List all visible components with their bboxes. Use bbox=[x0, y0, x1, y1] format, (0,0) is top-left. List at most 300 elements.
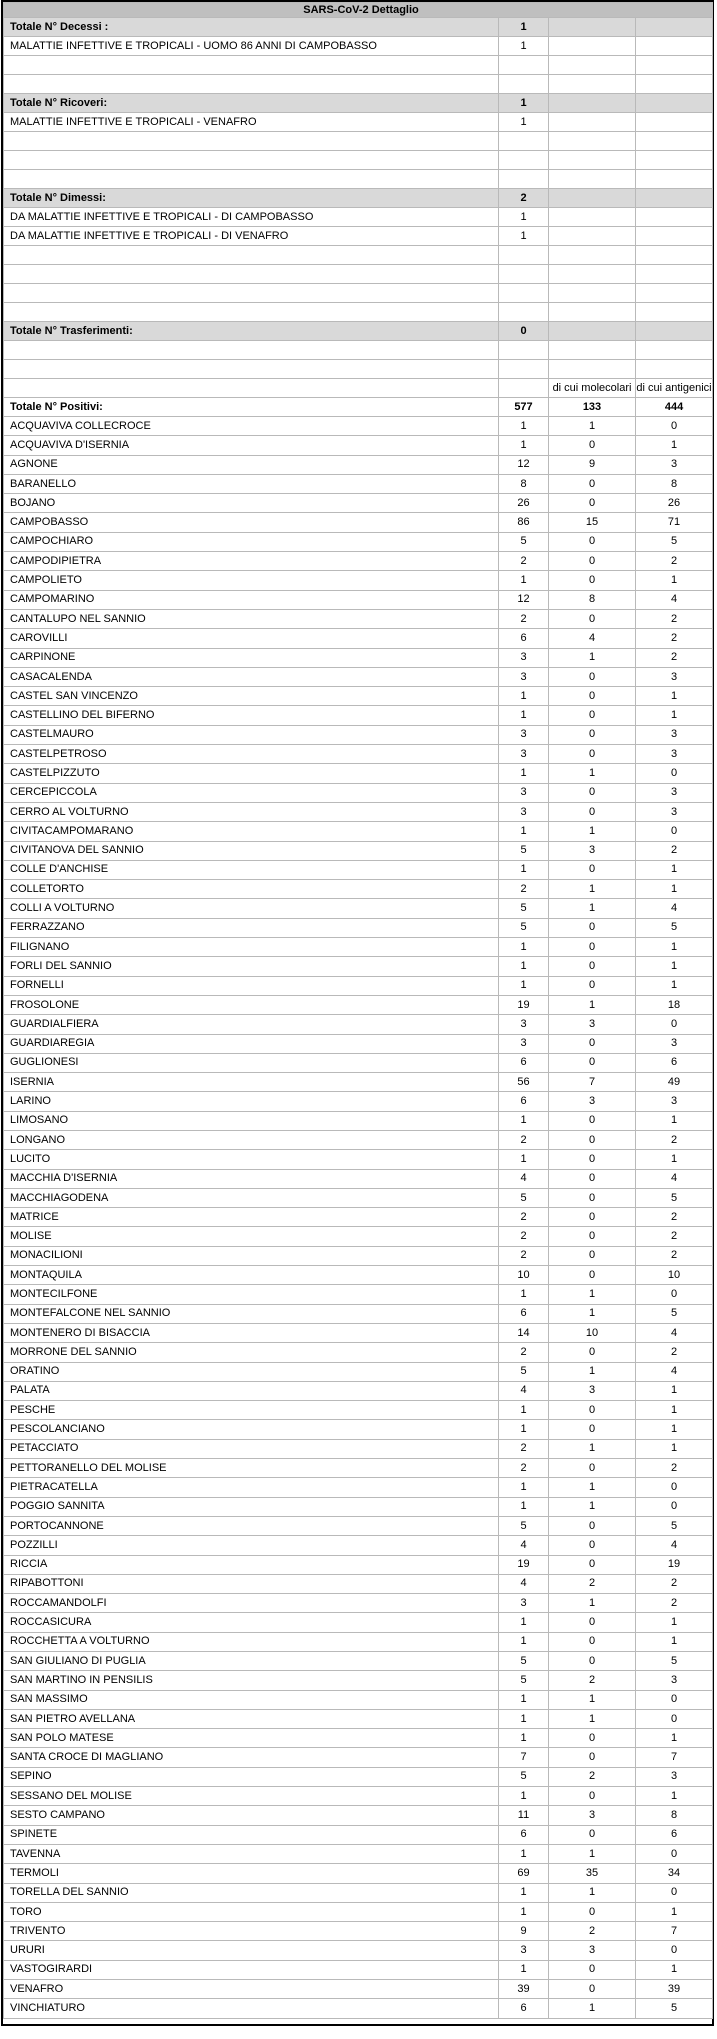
comune-row bbox=[4, 1073, 713, 1092]
comune-antigenici: 8 bbox=[636, 1806, 713, 1825]
comune-row bbox=[4, 1536, 713, 1555]
comune-antigenici: 2 bbox=[636, 1227, 713, 1246]
comune-row bbox=[4, 1343, 713, 1362]
comune-antigenici: 0 bbox=[636, 1015, 713, 1034]
comune-molecolari: 15 bbox=[549, 513, 636, 532]
comune-name: CIVITACAMPOMARANO bbox=[4, 822, 499, 841]
empty-row bbox=[4, 151, 713, 170]
comune-row bbox=[4, 494, 713, 513]
comune-antigenici: 2 bbox=[636, 1130, 713, 1149]
comune-molecolari: 3 bbox=[549, 841, 636, 860]
comune-molecolari: 0 bbox=[549, 1208, 636, 1227]
comune-total: 1 bbox=[499, 706, 549, 725]
comune-row bbox=[4, 938, 713, 957]
comune-antigenici: 3 bbox=[636, 1092, 713, 1111]
positivi-total-row bbox=[4, 398, 713, 417]
comune-molecolari: 1 bbox=[549, 1844, 636, 1863]
comune-name: MONTENERO DI BISACCIA bbox=[4, 1323, 499, 1342]
dimessi-item-name: DA MALATTIE INFETTIVE E TROPICALI - DI VENAFRO bbox=[4, 227, 499, 246]
comune-molecolari: 0 bbox=[549, 938, 636, 957]
comune-row bbox=[4, 609, 713, 628]
comune-molecolari: 0 bbox=[549, 1960, 636, 1979]
comune-total: 2 bbox=[499, 1208, 549, 1227]
comune-antigenici: 39 bbox=[636, 1980, 713, 1999]
comune-total: 6 bbox=[499, 629, 549, 648]
comune-row bbox=[4, 1130, 713, 1149]
comune-row bbox=[4, 822, 713, 841]
comune-total: 6 bbox=[499, 1304, 549, 1323]
comune-total: 6 bbox=[499, 1053, 549, 1072]
decessi-total: 1 bbox=[499, 18, 549, 37]
comune-molecolari: 1 bbox=[549, 880, 636, 899]
ricoveri-item-row bbox=[4, 113, 713, 132]
comune-total: 5 bbox=[499, 1671, 549, 1690]
comune-row bbox=[4, 1690, 713, 1709]
comune-name: PESCOLANCIANO bbox=[4, 1420, 499, 1439]
comune-molecolari: 0 bbox=[549, 1169, 636, 1188]
comune-antigenici: 1 bbox=[636, 1150, 713, 1169]
comune-name: ORATINO bbox=[4, 1362, 499, 1381]
ricoveri-total: 1 bbox=[499, 94, 549, 113]
comune-molecolari: 3 bbox=[549, 1015, 636, 1034]
comune-total: 5 bbox=[499, 1516, 549, 1535]
detail-table-body bbox=[4, 3, 713, 2019]
comune-total: 14 bbox=[499, 1323, 549, 1342]
comune-molecolari: 0 bbox=[549, 1111, 636, 1130]
comune-row bbox=[4, 1825, 713, 1844]
comune-antigenici: 3 bbox=[636, 725, 713, 744]
comune-name: SAN PIETRO AVELLANA bbox=[4, 1709, 499, 1728]
comune-row bbox=[4, 1323, 713, 1342]
comune-total: 1 bbox=[499, 571, 549, 590]
comune-antigenici: 0 bbox=[636, 1883, 713, 1902]
comune-antigenici: 5 bbox=[636, 1652, 713, 1671]
comune-total: 1 bbox=[499, 417, 549, 436]
comune-row bbox=[4, 629, 713, 648]
comune-total: 5 bbox=[499, 1188, 549, 1207]
dimessi-item-row bbox=[4, 227, 713, 246]
comune-molecolari: 0 bbox=[549, 1825, 636, 1844]
comune-total: 1 bbox=[499, 1111, 549, 1130]
comune-row bbox=[4, 1652, 713, 1671]
comune-row bbox=[4, 1555, 713, 1574]
comune-antigenici: 2 bbox=[636, 629, 713, 648]
comune-name: CASACALENDA bbox=[4, 667, 499, 686]
comune-name: CIVITANOVA DEL SANNIO bbox=[4, 841, 499, 860]
comune-antigenici: 0 bbox=[636, 822, 713, 841]
comune-antigenici: 1 bbox=[636, 1401, 713, 1420]
comune-name: TORELLA DEL SANNIO bbox=[4, 1883, 499, 1902]
comune-antigenici: 1 bbox=[636, 1787, 713, 1806]
comune-antigenici: 3 bbox=[636, 667, 713, 686]
comune-row bbox=[4, 976, 713, 995]
comune-molecolari: 2 bbox=[549, 1574, 636, 1593]
comune-name: CAMPOLIETO bbox=[4, 571, 499, 590]
comune-name: MONTECILFONE bbox=[4, 1285, 499, 1304]
comune-antigenici: 19 bbox=[636, 1555, 713, 1574]
detail-table bbox=[3, 2, 713, 2019]
comune-molecolari: 0 bbox=[549, 571, 636, 590]
comune-name: CANTALUPO NEL SANNIO bbox=[4, 609, 499, 628]
comune-row bbox=[4, 1420, 713, 1439]
comune-total: 2 bbox=[499, 1130, 549, 1149]
comune-total: 3 bbox=[499, 1594, 549, 1613]
ricoveri-item-name: MALATTIE INFETTIVE E TROPICALI - VENAFRO bbox=[4, 113, 499, 132]
comune-total: 5 bbox=[499, 1767, 549, 1786]
comune-row bbox=[4, 1439, 713, 1458]
comune-total: 1 bbox=[499, 822, 549, 841]
decessi-label: Totale N° Decessi : bbox=[4, 18, 499, 37]
comune-antigenici: 0 bbox=[636, 1690, 713, 1709]
comune-antigenici: 1 bbox=[636, 1439, 713, 1458]
comune-name: CERRO AL VOLTURNO bbox=[4, 802, 499, 821]
comune-antigenici: 2 bbox=[636, 1574, 713, 1593]
dimessi-item-value: 1 bbox=[499, 227, 549, 246]
comune-molecolari: 0 bbox=[549, 436, 636, 455]
comune-antigenici: 26 bbox=[636, 494, 713, 513]
comune-molecolari: 0 bbox=[549, 745, 636, 764]
comune-name: ROCCASICURA bbox=[4, 1613, 499, 1632]
comune-total: 4 bbox=[499, 1169, 549, 1188]
comune-molecolari: 0 bbox=[549, 783, 636, 802]
comune-row bbox=[4, 725, 713, 744]
comune-antigenici: 3 bbox=[636, 745, 713, 764]
comune-total: 39 bbox=[499, 1980, 549, 1999]
comune-row bbox=[4, 648, 713, 667]
comune-row bbox=[4, 1285, 713, 1304]
positivi-label: Totale N° Positivi: bbox=[4, 398, 499, 417]
comune-row bbox=[4, 899, 713, 918]
comune-row bbox=[4, 1111, 713, 1130]
comune-row bbox=[4, 783, 713, 802]
comune-row bbox=[4, 1015, 713, 1034]
comune-molecolari: 0 bbox=[549, 976, 636, 995]
antigenici-header: di cui antigenici bbox=[636, 379, 713, 398]
comune-molecolari: 1 bbox=[549, 822, 636, 841]
comune-total: 2 bbox=[499, 1227, 549, 1246]
comune-total: 1 bbox=[499, 1497, 549, 1516]
comune-antigenici: 3 bbox=[636, 1767, 713, 1786]
comune-antigenici: 10 bbox=[636, 1266, 713, 1285]
comune-molecolari: 0 bbox=[549, 1459, 636, 1478]
comune-total: 56 bbox=[499, 1073, 549, 1092]
comune-total: 1 bbox=[499, 957, 549, 976]
comune-total: 1 bbox=[499, 764, 549, 783]
comune-total: 5 bbox=[499, 841, 549, 860]
ricoveri-label: Totale N° Ricoveri: bbox=[4, 94, 499, 113]
comune-molecolari: 0 bbox=[549, 957, 636, 976]
comune-total: 3 bbox=[499, 648, 549, 667]
comune-antigenici: 4 bbox=[636, 1536, 713, 1555]
comune-total: 1 bbox=[499, 1902, 549, 1921]
empty-row bbox=[4, 265, 713, 284]
comune-name: CERCEPICCOLA bbox=[4, 783, 499, 802]
comune-antigenici: 5 bbox=[636, 1999, 713, 2018]
comune-row bbox=[4, 1053, 713, 1072]
comune-molecolari: 0 bbox=[549, 494, 636, 513]
comune-antigenici: 0 bbox=[636, 1285, 713, 1304]
comune-total: 6 bbox=[499, 1092, 549, 1111]
comune-antigenici: 0 bbox=[636, 1709, 713, 1728]
comune-row bbox=[4, 918, 713, 937]
comune-antigenici: 18 bbox=[636, 995, 713, 1014]
comune-total: 3 bbox=[499, 1015, 549, 1034]
comune-molecolari: 0 bbox=[549, 1401, 636, 1420]
comune-name: CASTELLINO DEL BIFERNO bbox=[4, 706, 499, 725]
comune-row bbox=[4, 1787, 713, 1806]
comune-row bbox=[4, 1632, 713, 1651]
comune-molecolari: 7 bbox=[549, 1073, 636, 1092]
comune-antigenici: 1 bbox=[636, 1729, 713, 1748]
comune-molecolari: 0 bbox=[549, 1787, 636, 1806]
comune-total: 86 bbox=[499, 513, 549, 532]
comune-antigenici: 1 bbox=[636, 687, 713, 706]
comune-antigenici: 1 bbox=[636, 706, 713, 725]
comune-molecolari: 1 bbox=[549, 1362, 636, 1381]
decessi-item-row bbox=[4, 37, 713, 56]
comune-name: MACCHIA D'ISERNIA bbox=[4, 1169, 499, 1188]
comune-molecolari: 1 bbox=[549, 1709, 636, 1728]
comune-antigenici: 4 bbox=[636, 590, 713, 609]
comune-antigenici: 2 bbox=[636, 1208, 713, 1227]
comune-name: MACCHIAGODENA bbox=[4, 1188, 499, 1207]
comune-molecolari: 0 bbox=[549, 1555, 636, 1574]
comune-antigenici: 3 bbox=[636, 455, 713, 474]
comune-name: ROCCHETTA A VOLTURNO bbox=[4, 1632, 499, 1651]
comune-name: SAN MASSIMO bbox=[4, 1690, 499, 1709]
positivi-total: 577 bbox=[499, 398, 549, 417]
comune-antigenici: 3 bbox=[636, 1034, 713, 1053]
comune-name: SAN GIULIANO DI PUGLIA bbox=[4, 1652, 499, 1671]
comune-row bbox=[4, 571, 713, 590]
comune-name: RICCIA bbox=[4, 1555, 499, 1574]
comune-molecolari: 0 bbox=[549, 1748, 636, 1767]
comune-molecolari: 1 bbox=[549, 1478, 636, 1497]
comune-antigenici: 8 bbox=[636, 474, 713, 493]
comune-antigenici: 2 bbox=[636, 1459, 713, 1478]
comune-antigenici: 5 bbox=[636, 532, 713, 551]
comune-total: 2 bbox=[499, 1439, 549, 1458]
comune-name: VENAFRO bbox=[4, 1980, 499, 1999]
comune-row bbox=[4, 1266, 713, 1285]
comune-row bbox=[4, 1594, 713, 1613]
comune-antigenici: 5 bbox=[636, 1516, 713, 1535]
comune-name: LONGANO bbox=[4, 1130, 499, 1149]
comune-molecolari: 1 bbox=[549, 1285, 636, 1304]
comune-row bbox=[4, 1208, 713, 1227]
comune-row bbox=[4, 1902, 713, 1921]
comune-molecolari: 0 bbox=[549, 1729, 636, 1748]
comune-total: 1 bbox=[499, 1420, 549, 1439]
comune-molecolari: 1 bbox=[549, 1439, 636, 1458]
covid-detail-sheet bbox=[1, 0, 714, 2026]
comune-name: CAMPOBASSO bbox=[4, 513, 499, 532]
comune-name: VINCHIATURO bbox=[4, 1999, 499, 2018]
comune-name: ACQUAVIVA COLLECROCE bbox=[4, 417, 499, 436]
comune-molecolari: 0 bbox=[549, 1227, 636, 1246]
empty-row bbox=[4, 284, 713, 303]
comune-total: 3 bbox=[499, 783, 549, 802]
comune-total: 3 bbox=[499, 667, 549, 686]
comune-name: COLLI A VOLTURNO bbox=[4, 899, 499, 918]
comune-name: FORNELLI bbox=[4, 976, 499, 995]
comune-total: 1 bbox=[499, 976, 549, 995]
comune-molecolari: 0 bbox=[549, 552, 636, 571]
comune-name: SAN MARTINO IN PENSILIS bbox=[4, 1671, 499, 1690]
ricoveri-header-row bbox=[4, 94, 713, 113]
comune-molecolari: 0 bbox=[549, 1130, 636, 1149]
comune-molecolari: 0 bbox=[549, 802, 636, 821]
comune-molecolari: 0 bbox=[549, 609, 636, 628]
comune-row bbox=[4, 687, 713, 706]
comune-molecolari: 9 bbox=[549, 455, 636, 474]
comune-antigenici: 1 bbox=[636, 860, 713, 879]
comune-antigenici: 1 bbox=[636, 957, 713, 976]
trasferimenti-header-row bbox=[4, 322, 713, 341]
comune-molecolari: 0 bbox=[549, 1034, 636, 1053]
comune-total: 2 bbox=[499, 1343, 549, 1362]
comune-antigenici: 71 bbox=[636, 513, 713, 532]
comune-antigenici: 0 bbox=[636, 1478, 713, 1497]
comune-row bbox=[4, 1999, 713, 2018]
dimessi-header-row bbox=[4, 189, 713, 208]
comune-total: 3 bbox=[499, 725, 549, 744]
comune-row bbox=[4, 1883, 713, 1902]
comune-antigenici: 0 bbox=[636, 1844, 713, 1863]
comune-name: CAMPODIPIETRA bbox=[4, 552, 499, 571]
comune-row bbox=[4, 1188, 713, 1207]
comune-row bbox=[4, 1574, 713, 1593]
comune-row bbox=[4, 1227, 713, 1246]
comune-total: 5 bbox=[499, 532, 549, 551]
comune-row bbox=[4, 706, 713, 725]
comune-antigenici: 0 bbox=[636, 764, 713, 783]
comune-antigenici: 1 bbox=[636, 1902, 713, 1921]
comune-molecolari: 35 bbox=[549, 1864, 636, 1883]
comune-total: 6 bbox=[499, 1999, 549, 2018]
comune-molecolari: 0 bbox=[549, 1516, 636, 1535]
comune-antigenici: 3 bbox=[636, 783, 713, 802]
comune-row bbox=[4, 1709, 713, 1728]
positivi-subheader-row bbox=[4, 379, 713, 398]
trasferimenti-total: 0 bbox=[499, 322, 549, 341]
comune-total: 5 bbox=[499, 899, 549, 918]
comune-row bbox=[4, 552, 713, 571]
comune-total: 4 bbox=[499, 1381, 549, 1400]
comune-total: 9 bbox=[499, 1922, 549, 1941]
comune-molecolari: 1 bbox=[549, 1883, 636, 1902]
comune-row bbox=[4, 1401, 713, 1420]
comune-row bbox=[4, 1729, 713, 1748]
comune-row bbox=[4, 1980, 713, 1999]
sheet-title: SARS-CoV-2 Dettaglio bbox=[4, 3, 713, 18]
empty-row bbox=[4, 132, 713, 151]
dimessi-item-row bbox=[4, 208, 713, 227]
comune-molecolari: 4 bbox=[549, 629, 636, 648]
comune-antigenici: 2 bbox=[636, 1246, 713, 1265]
comune-total: 3 bbox=[499, 745, 549, 764]
comune-molecolari: 0 bbox=[549, 1150, 636, 1169]
comune-name: SEPINO bbox=[4, 1767, 499, 1786]
comune-name: POGGIO SANNITA bbox=[4, 1497, 499, 1516]
comune-total: 19 bbox=[499, 1555, 549, 1574]
comune-name: LIMOSANO bbox=[4, 1111, 499, 1130]
comune-antigenici: 5 bbox=[636, 918, 713, 937]
comune-total: 7 bbox=[499, 1748, 549, 1767]
comune-name: COLLETORTO bbox=[4, 880, 499, 899]
comune-molecolari: 0 bbox=[549, 706, 636, 725]
comune-row bbox=[4, 455, 713, 474]
decessi-item-value: 1 bbox=[499, 37, 549, 56]
comune-name: MONACILIONI bbox=[4, 1246, 499, 1265]
ricoveri-item-value: 1 bbox=[499, 113, 549, 132]
comune-name: GUGLIONESI bbox=[4, 1053, 499, 1072]
comune-molecolari: 0 bbox=[549, 474, 636, 493]
comune-name: CASTEL SAN VINCENZO bbox=[4, 687, 499, 706]
comune-name: POZZILLI bbox=[4, 1536, 499, 1555]
comune-row bbox=[4, 860, 713, 879]
comune-row bbox=[4, 417, 713, 436]
comune-total: 1 bbox=[499, 1960, 549, 1979]
comune-name: CAROVILLI bbox=[4, 629, 499, 648]
comune-antigenici: 0 bbox=[636, 417, 713, 436]
comune-row bbox=[4, 1960, 713, 1979]
comune-name: PORTOCANNONE bbox=[4, 1516, 499, 1535]
comune-antigenici: 6 bbox=[636, 1053, 713, 1072]
comune-molecolari: 1 bbox=[549, 764, 636, 783]
comune-antigenici: 1 bbox=[636, 1632, 713, 1651]
comune-antigenici: 4 bbox=[636, 1362, 713, 1381]
comune-name: MATRICE bbox=[4, 1208, 499, 1227]
comune-row bbox=[4, 1459, 713, 1478]
comune-row bbox=[4, 1478, 713, 1497]
comune-row bbox=[4, 1922, 713, 1941]
comune-molecolari: 0 bbox=[549, 1266, 636, 1285]
comune-name: TAVENNA bbox=[4, 1844, 499, 1863]
comune-molecolari: 3 bbox=[549, 1381, 636, 1400]
comune-row bbox=[4, 1767, 713, 1786]
comune-total: 8 bbox=[499, 474, 549, 493]
comune-antigenici: 7 bbox=[636, 1748, 713, 1767]
comune-total: 1 bbox=[499, 1632, 549, 1651]
comune-name: FILIGNANO bbox=[4, 938, 499, 957]
comune-name: ROCCAMANDOLFI bbox=[4, 1594, 499, 1613]
comune-molecolari: 0 bbox=[549, 687, 636, 706]
comune-antigenici: 4 bbox=[636, 1169, 713, 1188]
comune-name: CASTELMAURO bbox=[4, 725, 499, 744]
comune-row bbox=[4, 1150, 713, 1169]
comune-row bbox=[4, 590, 713, 609]
comune-row bbox=[4, 745, 713, 764]
comune-antigenici: 4 bbox=[636, 1323, 713, 1342]
comune-name: TRIVENTO bbox=[4, 1922, 499, 1941]
comune-total: 2 bbox=[499, 609, 549, 628]
comune-name: CAMPOCHIARO bbox=[4, 532, 499, 551]
comune-name: RIPABOTTONI bbox=[4, 1574, 499, 1593]
comune-total: 1 bbox=[499, 1690, 549, 1709]
comune-total: 1 bbox=[499, 860, 549, 879]
comune-molecolari: 0 bbox=[549, 725, 636, 744]
comune-name: COLLE D'ANCHISE bbox=[4, 860, 499, 879]
comune-molecolari: 3 bbox=[549, 1092, 636, 1111]
comune-total: 1 bbox=[499, 1285, 549, 1304]
comune-row bbox=[4, 995, 713, 1014]
comune-total: 2 bbox=[499, 1246, 549, 1265]
comune-molecolari: 1 bbox=[549, 899, 636, 918]
comune-antigenici: 1 bbox=[636, 880, 713, 899]
comune-molecolari: 1 bbox=[549, 1594, 636, 1613]
comune-name: FORLI DEL SANNIO bbox=[4, 957, 499, 976]
